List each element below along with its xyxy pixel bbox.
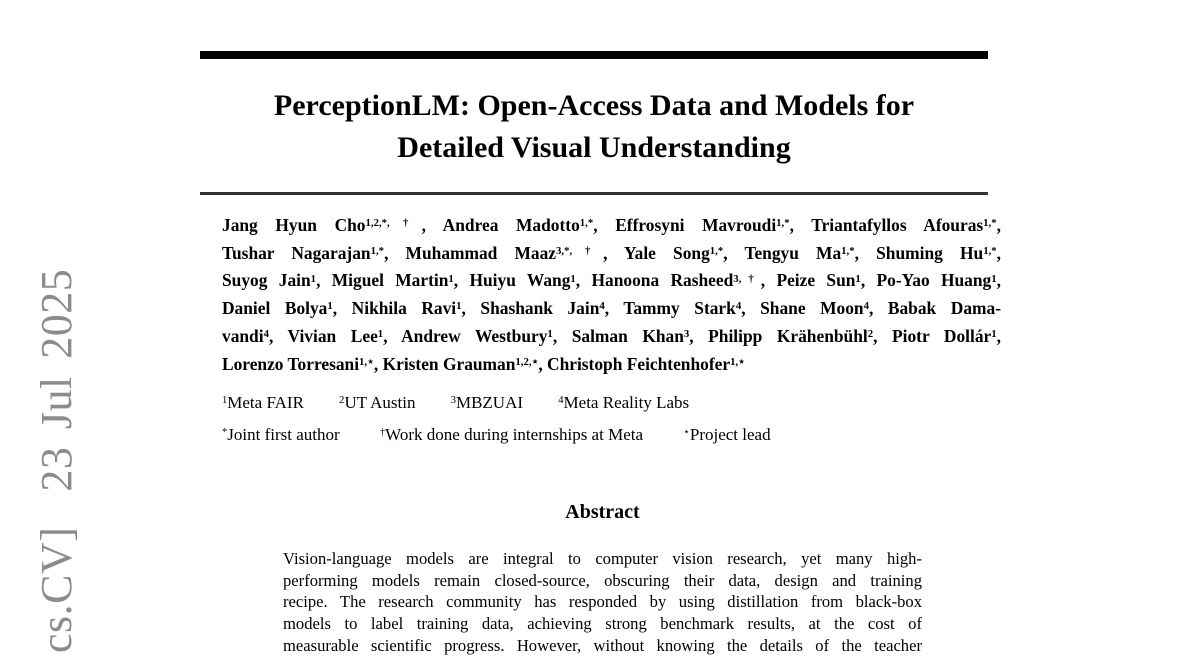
author-line: Suyog Jain$^1$, Miguel Martin$^1$, Huiyu Wang$^1$, Hanoona Rasheed$^{3,\dagger}$, Peize Sun$^1$, Po-Yao Huang$^1$,: [222, 270, 1001, 291]
footnote-project-lead: [683, 425, 770, 444]
affiliation-meta-fair: [222, 393, 304, 412]
footnote-text: Project lead: [689, 425, 771, 444]
author-line: Jang Hyun Cho$^{1,2,*,\dagger}$, Andrea Madotto$^{1,*}$, Effrosyni Mavroudi$^{1,*}$, Triantafyllos Afouras$^{1,*}$,: [222, 215, 1001, 235]
author-footnotes: [222, 423, 771, 447]
abstract-line: models to label training data, achieving strong benchmark results, at the cost of: [283, 614, 922, 634]
author-line: vandi$^4$, Vivian Lee$^1$, Andrew Westbury$^1$, Salman Khan$^3$, Philipp Krähenbühl$^2$, Piotr Dollár$^1$,: [222, 325, 1001, 346]
author-line: Daniel Bolya$^1$, Nikhila Ravi$^1$, Shashank Jain$^4$, Tammy Stark$^4$, Shane Moon$^4$, Babak Dama-: [222, 298, 1001, 319]
affiliation-name: Meta FAIR: [227, 393, 304, 412]
title-top-rule: [200, 51, 988, 59]
footnote-text: Work done during internships at Meta: [385, 425, 644, 444]
affiliation-name: UT Austin: [344, 393, 416, 412]
paper-title: [200, 85, 988, 169]
title-bottom-rule: [200, 192, 988, 195]
affiliation-mbzuai: [451, 393, 523, 412]
affiliations: [222, 391, 689, 415]
footnote-text: Joint first author: [227, 425, 340, 444]
footnote-sup: *: [222, 427, 228, 439]
abstract-line: Vision-language models are integral to computer vision research, yet many high-: [283, 549, 922, 568]
affiliation-meta-reality-labs: [558, 393, 689, 412]
footnote-sup: ⋆: [683, 427, 690, 439]
abstract-line: measurable scientific progress. However, without knowing the details of the teacher: [283, 635, 922, 655]
footnote-sup: †: [379, 427, 386, 439]
abstract-line: recipe. The research community has responded by using distillation from black-box: [283, 592, 922, 612]
paper-title-line-2: Detailed Visual Understanding: [397, 131, 791, 164]
paper-title-line-1: PerceptionLM: Open-Access Data and Models for: [273, 89, 915, 122]
abstract-line: performing models remain closed-source, obscuring their data, design and training: [283, 570, 922, 590]
footnote-internships: [380, 425, 643, 444]
author-list: [222, 212, 1001, 378]
author-line: Tushar Nagarajan$^{1,*}$, Muhammad Maaz$^{3,*,\dagger}$, Yale Song$^{1,*}$, Tengyu $Ma^{1,*}$, Shuming $Hu^{1,*}$,: [222, 242, 1002, 263]
author-line: Lorenzo Torresani$^{1,⋆}$, Kristen Grauman$^{1,2,⋆}$, Christoph Feichtenhofer$^{1,⋆}$: [222, 353, 745, 374]
abstract-heading: Abstract: [565, 501, 640, 523]
affiliation-ut-austin: [339, 393, 415, 412]
affiliation-sup: 2: [339, 395, 345, 407]
affiliation-sup: 3: [450, 395, 456, 407]
footnote-joint-first-author: [222, 425, 340, 444]
affiliation-name: Meta Reality Labs: [563, 393, 690, 412]
affiliation-sup: 4: [558, 395, 564, 407]
affiliation-name: MBZUAI: [455, 393, 524, 412]
abstract-text: [283, 548, 922, 657]
affiliation-sup: 1: [222, 395, 228, 407]
arxiv-stamp-vertical-text: cs.CV] 23 Jul 2025: [32, 268, 81, 653]
